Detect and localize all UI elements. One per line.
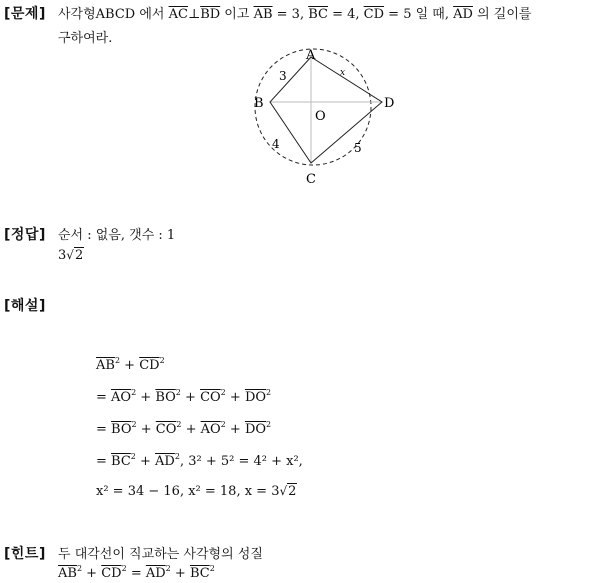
- point-a-label: A: [306, 48, 316, 63]
- quadrilateral-abcd: [270, 57, 382, 163]
- sqrt-expression: [279, 484, 297, 499]
- radicand: 2: [288, 484, 297, 499]
- square: 2: [175, 388, 181, 397]
- explanation-label: [해설]: [4, 298, 46, 314]
- hint-label: [힌트]: [4, 546, 46, 562]
- segment-cd: $\overline{CD}$: [101, 566, 122, 581]
- explanation-line3: [96, 422, 271, 437]
- answer-line1: 순서 : 없음, 갯수 : 1: [58, 228, 176, 243]
- segment-ad: $\overline{AD}$: [145, 566, 166, 581]
- segment-bc: $\overline{BC}$: [189, 566, 210, 581]
- comma: ,: [179, 454, 189, 469]
- square: 2: [220, 420, 226, 429]
- plus: +: [136, 390, 156, 405]
- sqrt-expression: [66, 248, 84, 263]
- point-b-label: B: [254, 96, 264, 111]
- explanation-line1: [96, 358, 165, 373]
- square: 2: [130, 452, 136, 461]
- problem-text: = 3,: [272, 7, 309, 22]
- problem-text: 사각형ABCD 에서: [58, 7, 169, 22]
- side-cd-label: 5: [354, 141, 362, 155]
- square: 2: [114, 356, 121, 365]
- answer-label: [정답]: [4, 227, 46, 243]
- plus: +: [181, 422, 201, 437]
- segment-bd: $\overline{BD}$: [200, 7, 221, 22]
- equals: =: [96, 422, 112, 437]
- answer-coefficient: 3: [58, 248, 67, 263]
- segment-co: $\overline{CO}$: [200, 390, 221, 405]
- radicand: 2: [74, 248, 84, 263]
- problem-text: 이고: [220, 7, 254, 22]
- square: 2: [121, 564, 127, 573]
- plus: +: [120, 358, 140, 373]
- plus: +: [225, 390, 245, 405]
- segment-ad: $\overline{AD}$: [453, 7, 473, 22]
- solution-equation: x² = 34 − 16, x² = 18, x = 3: [96, 484, 280, 499]
- square: 2: [266, 420, 272, 429]
- hint-line2: [58, 566, 215, 581]
- point-c-label: C: [306, 172, 316, 187]
- square: 2: [176, 420, 182, 429]
- plus: +: [135, 454, 156, 469]
- segment-co: $\overline{CO}$: [155, 422, 177, 437]
- square: 2: [131, 420, 137, 429]
- side-bc-label: 4: [272, 137, 280, 151]
- explanation-line2: [96, 390, 271, 405]
- segment-ab: $\overline{AB}$: [96, 358, 115, 373]
- plus: +: [136, 422, 156, 437]
- segment-ab: $\overline{AB}$: [58, 566, 77, 581]
- plus: +: [225, 422, 245, 437]
- point-o-label: O: [315, 109, 326, 124]
- segment-cd: $\overline{CD}$: [363, 7, 385, 22]
- explanation-line5: [96, 484, 297, 499]
- segment-ab: $\overline{AB}$: [253, 7, 273, 22]
- side-ad-label: x: [340, 68, 346, 78]
- problem-line2: 구하여라.: [58, 31, 113, 46]
- sqrt-icon: √: [279, 484, 288, 498]
- segment-ac: $\overline{AC}$: [168, 7, 188, 22]
- equals: =: [126, 566, 146, 581]
- problem-label: [문제]: [4, 6, 46, 22]
- sqrt-icon: √: [66, 248, 74, 262]
- hint-line1: 두 대각선이 직교하는 사각형의 성질: [58, 547, 263, 562]
- segment-bc: $\overline{BC}$: [111, 454, 131, 469]
- explanation-line4: [96, 454, 303, 469]
- side-ab-label: 3: [279, 69, 287, 83]
- square: 2: [266, 388, 272, 397]
- segment-do: $\overline{DO}$: [244, 422, 267, 437]
- plus: +: [180, 390, 201, 405]
- problem-text: 의 길이를: [472, 7, 532, 22]
- square: 2: [76, 564, 83, 573]
- segment-ao: $\overline{AO}$: [200, 422, 221, 437]
- quadrilateral-figure: [245, 45, 405, 190]
- plus: +: [170, 566, 190, 581]
- square: 2: [159, 356, 165, 365]
- numeric-equation: 3² + 5² = 4² + x²,: [188, 454, 303, 469]
- problem-text: = 5 일 때,: [384, 7, 454, 22]
- square: 2: [165, 564, 171, 573]
- answer-value: [58, 248, 84, 263]
- segment-bo: $\overline{BO}$: [111, 422, 132, 437]
- equals: =: [96, 390, 112, 405]
- segment-ad: $\overline{AD}$: [155, 454, 175, 469]
- problem-line1: [58, 3, 531, 22]
- point-d-label: D: [384, 96, 395, 111]
- square: 2: [220, 388, 226, 397]
- segment-cd: $\overline{CD}$: [139, 358, 160, 373]
- equals: =: [96, 454, 112, 469]
- square: 2: [174, 452, 180, 461]
- square: 2: [209, 564, 215, 573]
- segment-ao: $\overline{AO}$: [111, 390, 132, 405]
- segment-bc: $\overline{BC}$: [308, 7, 328, 22]
- segment-do: $\overline{DO}$: [244, 390, 267, 405]
- problem-text: = 4,: [327, 7, 364, 22]
- perp-symbol: ⊥: [187, 7, 201, 22]
- segment-bo: $\overline{BO}$: [155, 390, 176, 405]
- plus: +: [82, 566, 102, 581]
- square: 2: [131, 388, 137, 397]
